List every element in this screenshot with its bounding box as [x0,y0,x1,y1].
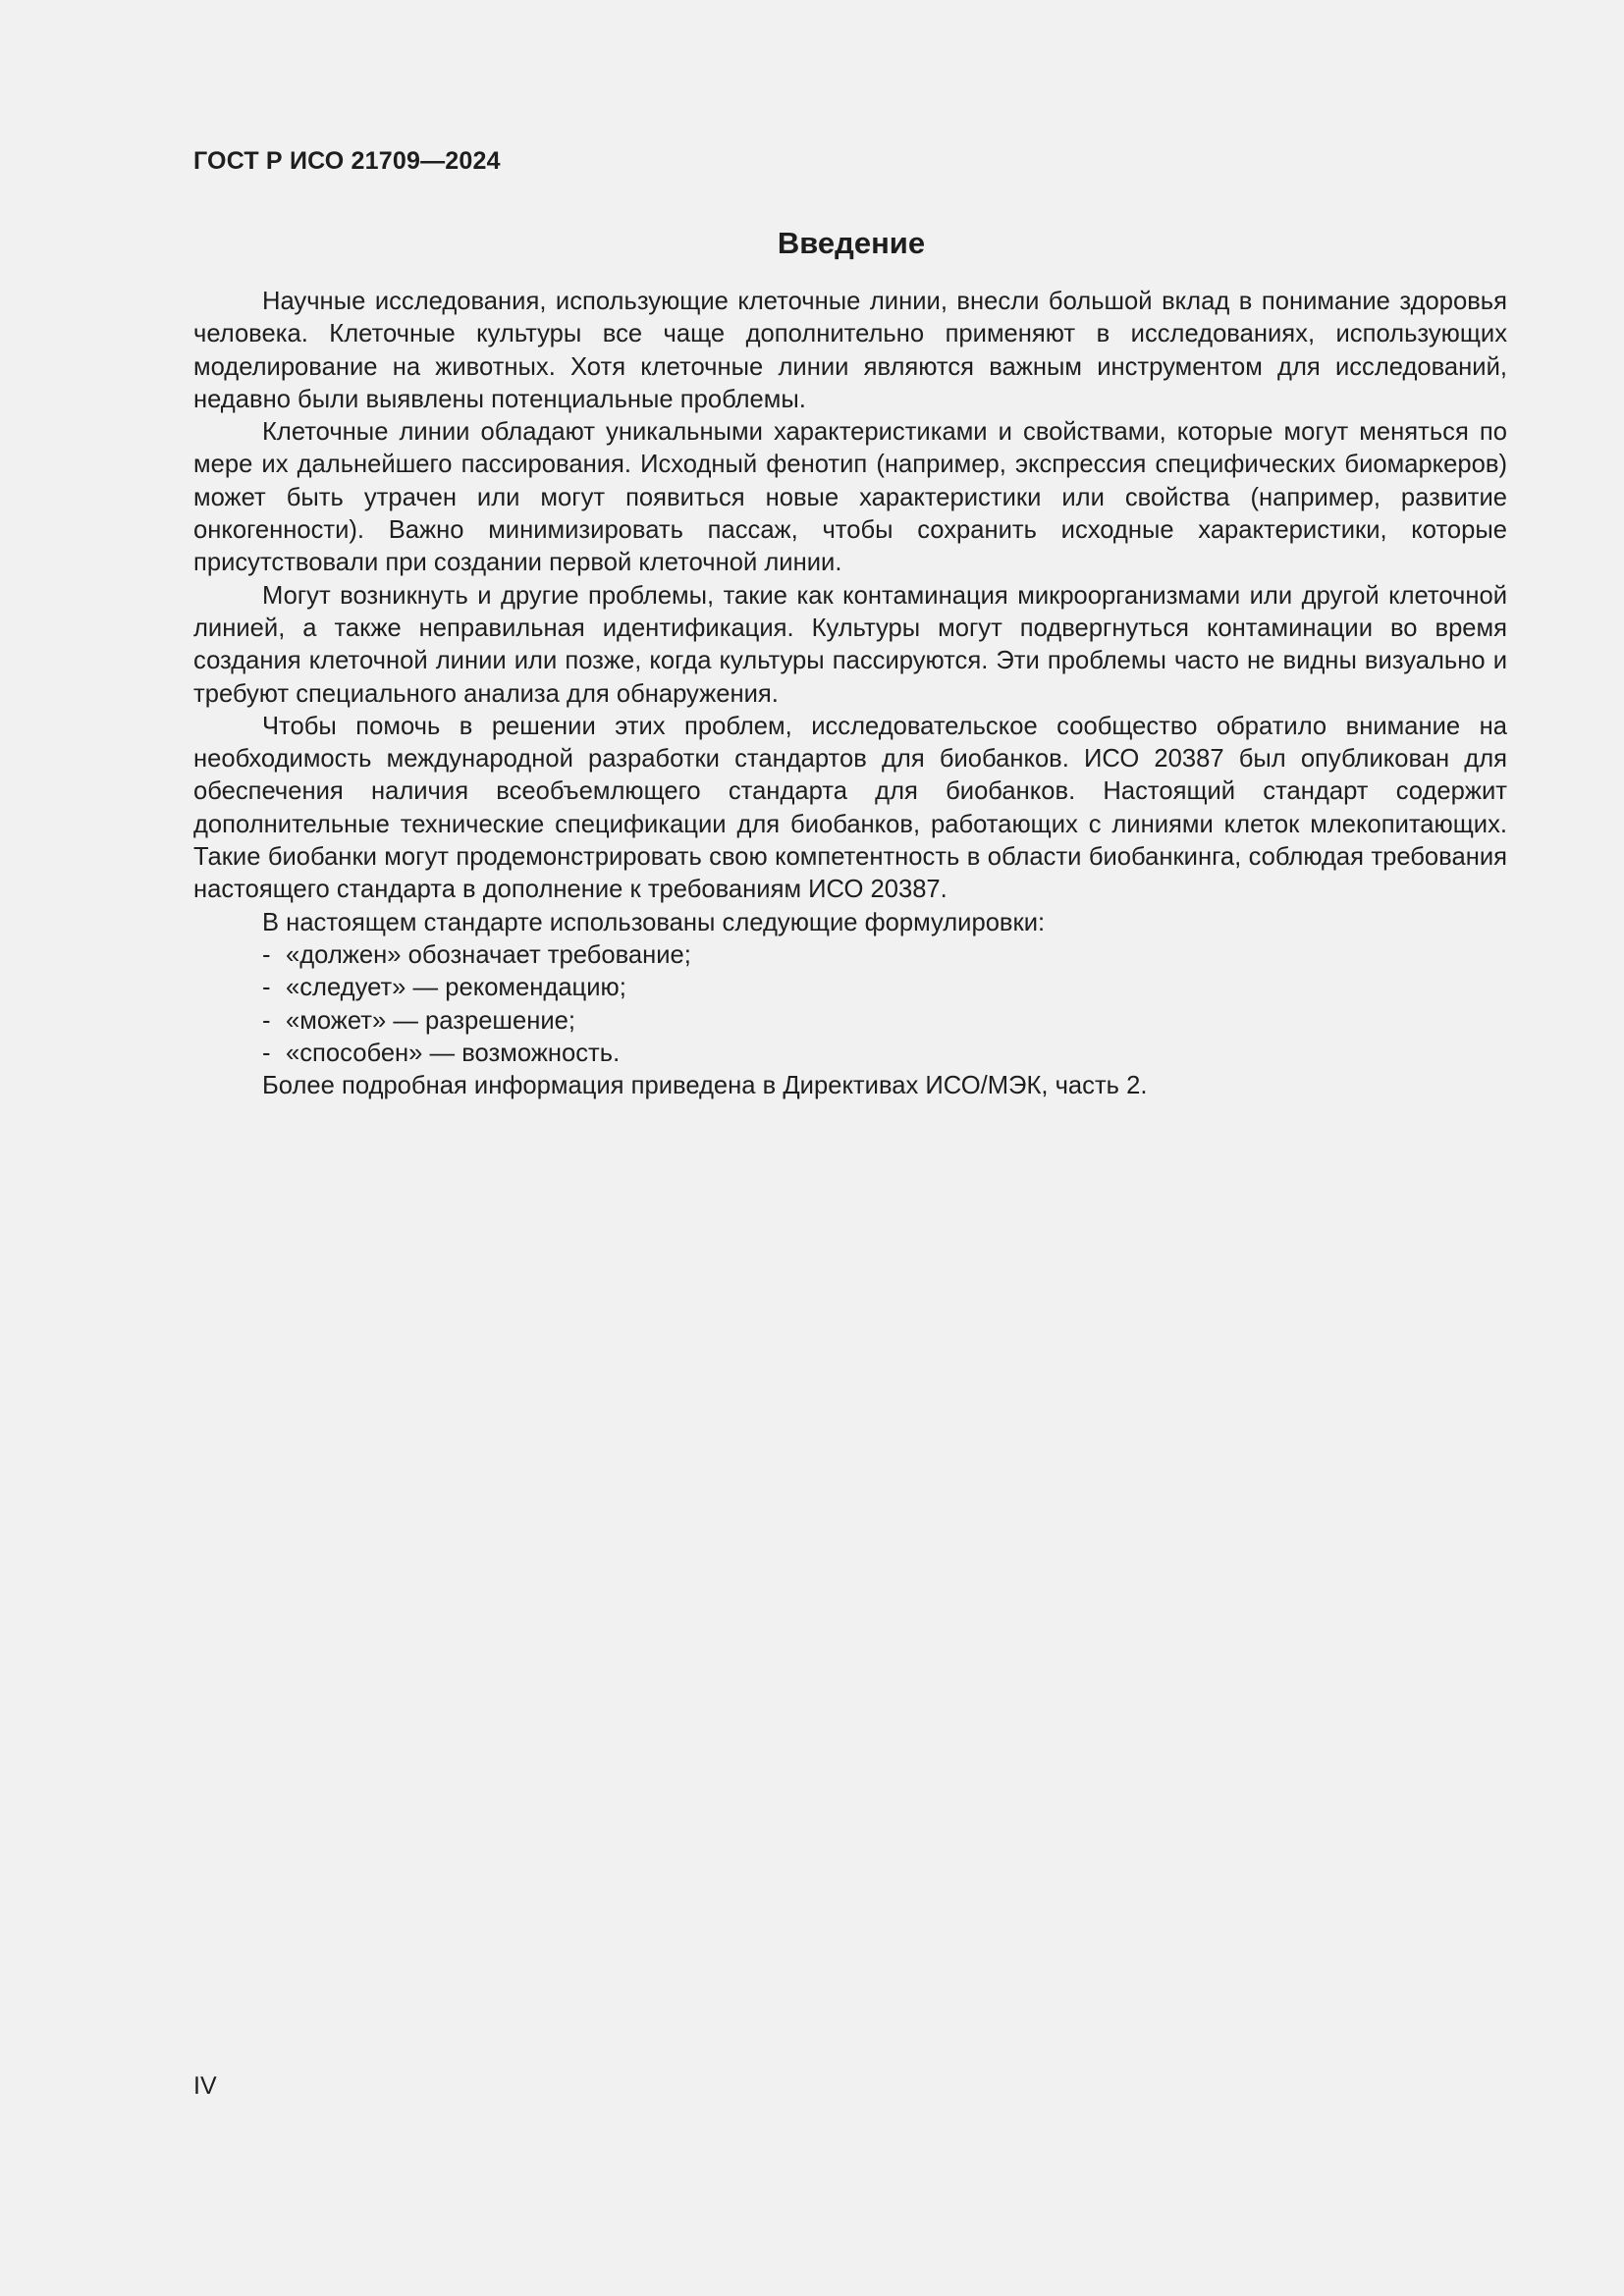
paragraph: Научные исследования, использующие клеточные линии, внесли большой вклад в понимание здоровья человека. Клеточные культуры все чаще дополнительно применяют в исследованиях, использующих моделирование на животных. Хотя клеточные линии являются важным инструментом для исследований, недавно были выявлены потенциальные проблемы. [193,288,1507,413]
list-bullet: - [262,940,271,969]
list-item-text: «способен» — возможность. [286,1039,621,1067]
list-bullet: - [262,1039,271,1067]
paragraph: Чтобы помочь в решении этих проблем, исследовательское сообщество обратило внимание на необходимость международной разработки стандартов для биобанков. ИСО 20387 был опубликован для обеспечения наличия всеобъемлющего стандарта для биобанков. Настоящий стандарт содержит дополнительные технические спецификации для биобанков, работающих с линиями клеток млекопитающих. Такие биобанки могут продемонстрировать свою компетентность в области биобанкинга, соблюдая требования настоящего стандарта в дополнение к требованиям ИСО 20387. [193,712,1507,904]
document-code: ГОСТ Р ИСО 21709—2024 [193,147,501,175]
list-item [193,939,1507,972]
introduction-body [193,286,1507,1102]
list-item-text: «следует» — рекомендацию; [286,974,626,1002]
paragraph: В настоящем стандарте использованы следующие формулировки: [262,908,1046,936]
list-bullet: - [262,974,271,1002]
list-item-text: «может» — разрешение; [286,1006,575,1035]
paragraph: Клеточные линии обладают уникальными характеристиками и свойствами, которые могут меняться по мере их дальнейшего пассирования. Исходный фенотип (например, экспрессия специфических биомаркеров) может быть утрачен или могут появиться новые характеристики или свойства (например, развитие онкогенности). Важно минимизировать пассаж, чтобы сохранить исходные характеристики, которые присутствовали при создании первой клеточной линии. [193,418,1507,577]
page-number: IV [193,2072,217,2100]
list-item [193,1038,1507,1070]
paragraph: Могут возникнуть и другие проблемы, такие как контаминация микроорганизмами или другой клеточной линией, а также неправильная идентификация. Культуры могут подвергнуться контаминации во время создания клеточной линии или позже, когда культуры пассируются. Эти проблемы часто не видны визуально и требуют специального анализа для обнаружения. [193,581,1507,708]
list-item-text: «должен» обозначает требование; [286,940,691,969]
list-bullet: - [262,1006,271,1035]
list-item [193,972,1507,1004]
section-title: Введение [777,226,926,260]
closing-paragraph: Более подробная информация приведена в Директивах ИСО/МЭК, часть 2. [262,1072,1148,1100]
list-item [193,1005,1507,1038]
